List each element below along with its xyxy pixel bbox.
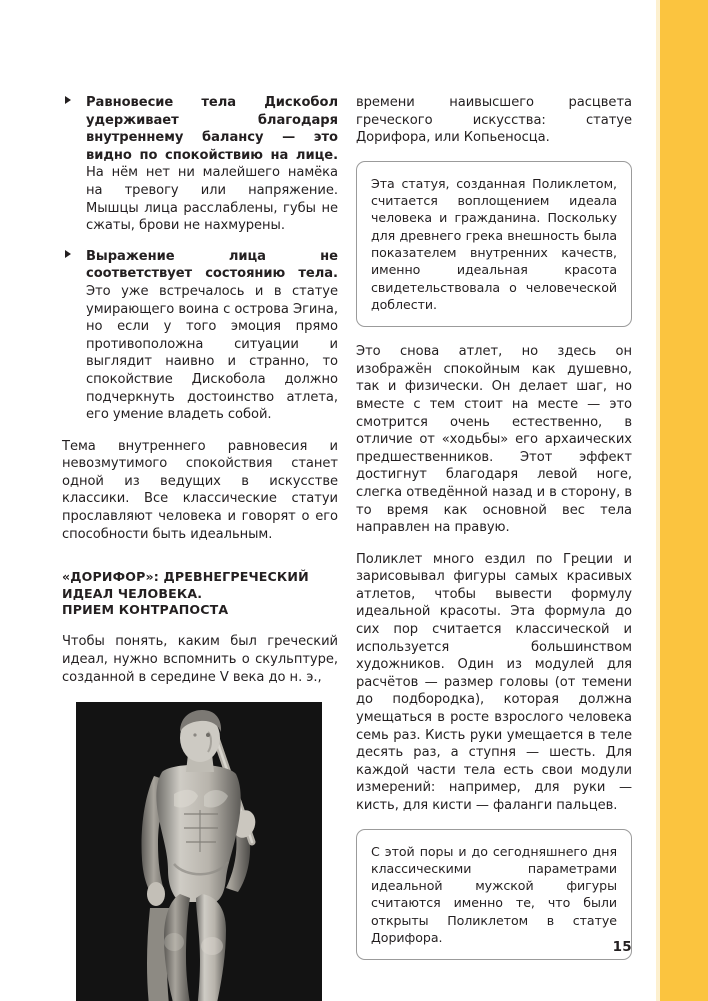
right-column [356,94,632,976]
bullet-lead-text: Равновесие тела Дискобол удерживает благодаря внутреннему балансу — это видно по спокойствию на лице. [86,95,338,163]
bullet-body-text: На нём нет ни малейшего намёка на тревогу или напряжение. Мышцы лица расслаблены, губы не сжаты, брови не нахмурены. [86,165,338,234]
callout-box-classical-parameters [356,829,632,961]
paragraph-greek-ideal-intro: Чтобы понять, каким был греческий идеал, нужно вспомнить о скульптуре, созданной в середине V века до н. э., [62,634,338,685]
bullet-list [62,94,338,424]
callout-text: Эта статуя, созданная Поликлетом, считается воплощением идеала человека и гражданина. Поскольку для древнего грека внешность была показателем внутренних качеств, именно идеальная красота свидетельствовала о человеческой доблести. [371,175,617,312]
bullet-body-text: Это уже встречалось и в статуе умирающего воина с острова Эгина, но если у того эмоция прямо противоположна ситуации и выглядит наивно и странно, то спокойствие Дискобола должно подчеркнуть достоинство атлета, его умение владеть собой. [86,283,338,423]
page-title: «ДОРИФОР»: ДРЕВНЕГРЕЧЕСКИЙ ИДЕАЛ ЧЕЛОВЕКА. ПРИЕМ КОНТРАПОСТА [62,569,309,618]
callout-box-polykleitos [356,161,632,327]
doryphoros-statue-photo [76,702,322,1001]
triangle-bullet-icon [65,250,71,258]
list-item [62,248,338,424]
paragraph-canon-modules: Поликлет много ездил по Греции и зарисовывал фигуры самых красивых атлетов, чтобы вывести формулу идеальной красоты. Эта формула до сих пор считается классической и используется большинством художников. Один из модулей для расчётов — размер головы (от темени до подбородка), которая должна умещаться в росте взрослого человека семь раз. Кисть руки умещается в теле десять раз, а ступня — шесть. Для каждой части тела есть свои модули измерений: например, для руки — кисть, для кисти — фаланги пальцев. [356,551,632,813]
triangle-bullet-icon [65,96,71,104]
yellow-edge-tab [660,0,708,1001]
paragraph-contrapposto: Это снова атлет, но здесь он изображён спокойным как душевно, так и физически. Он делает шаг, но вместе с тем стоит на месте — это смотрится очень естественно, в отличие от «ходьбы» его архаических предшественников. Этот эффект достигнут благодаря левой ноге, слегка отведённой назад и в сторону, в то время как основной вес тела направлен на правую. [356,344,632,536]
bullet-lead-text: Выражение лица не соответствует состоянию тела. [86,248,338,282]
statue-illustration [76,702,322,1001]
left-column [62,94,338,1001]
paragraph-doryphoros-intro: времени наивысшего расцвета греческого искусства: статуе Дорифора, или Копьеносца. [356,95,632,146]
list-item [62,94,338,235]
page-number: 15 [612,939,632,955]
paragraph-inner-balance: Тема внутреннего равновесия и невозмутимого спокойствия станет одной из ведущих в искусстве классики. Все классические статуи прославляют человека и говорят о его способности быть идеальным. [62,438,338,542]
callout-text: С этой поры и до сегодняшнего дня классическими параметрами идеальной мужской фигуры считаются именно те, что были открыты Поликлетом в статуе Дорифора. [371,843,617,946]
